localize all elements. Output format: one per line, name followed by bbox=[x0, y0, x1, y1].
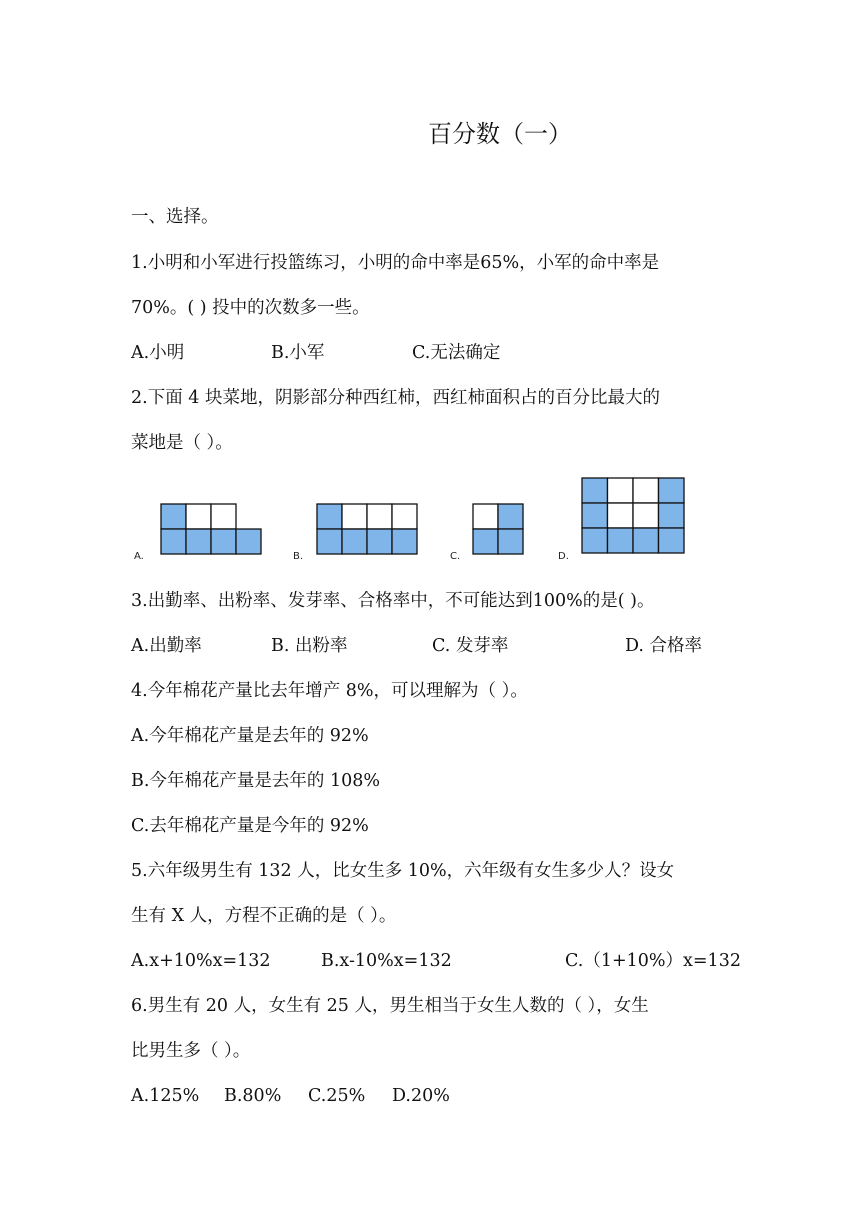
q6-text-line2: 比男生多（ ）。 bbox=[131, 1041, 251, 1061]
q2-text-line2: 菜地是（ ）。 bbox=[131, 433, 233, 453]
figure-a-label: A. bbox=[134, 551, 144, 562]
q5-text-line2: 生有 X 人，方程不正确的是（ ）。 bbox=[131, 906, 397, 926]
figure-b-grid bbox=[316, 503, 420, 557]
q3-option-a: A.出勤率 bbox=[131, 636, 202, 656]
q1-text-line2: 70%。( ) 投中的次数多一些。 bbox=[131, 298, 370, 318]
section-heading: 一、选择。 bbox=[131, 207, 219, 227]
q4-text-line1: 4.今年棉花产量比去年增产 8%，可以理解为（ ）。 bbox=[131, 681, 528, 701]
figure-c-grid bbox=[472, 503, 526, 557]
q1-option-c: C.无法确定 bbox=[412, 343, 501, 363]
figure-b-label: B. bbox=[293, 551, 304, 562]
q5-text-line1: 5.六年级男生有 132 人，比女生多 10%，六年级有女生多少人？设女 bbox=[131, 861, 675, 881]
q3-option-b: B. 出粉率 bbox=[271, 636, 348, 656]
q6-option-a: A.125% bbox=[131, 1086, 200, 1106]
figure-d-grid bbox=[581, 477, 687, 557]
q3-option-c: C. 发芽率 bbox=[432, 636, 509, 656]
q4-option-b: B.今年棉花产量是去年的 108% bbox=[131, 771, 381, 791]
q2-text-line1: 2.下面 4 块菜地，阴影部分种西红柿，西红柿面积占的百分比最大的 bbox=[131, 388, 660, 408]
q6-text-line1: 6.男生有 20 人，女生有 25 人，男生相当于女生人数的（ ），女生 bbox=[131, 996, 649, 1016]
page-title: 百分数（一） bbox=[428, 120, 572, 148]
q6-option-b: B.80% bbox=[224, 1086, 282, 1106]
figure-a-grid bbox=[160, 503, 264, 557]
q5-option-b: B.x-10%x=132 bbox=[321, 951, 452, 971]
q3-option-d: D. 合格率 bbox=[625, 636, 703, 656]
q4-option-c: C.去年棉花产量是今年的 92% bbox=[131, 816, 369, 836]
q6-option-c: C.25% bbox=[308, 1086, 366, 1106]
q5-option-c: C.（1+10%）x=132 bbox=[565, 951, 741, 971]
q1-option-a: A.小明 bbox=[131, 343, 185, 363]
q5-option-a: A.x+10%x=132 bbox=[131, 951, 271, 971]
q6-option-d: D.20% bbox=[392, 1086, 450, 1106]
figure-c-label: C. bbox=[450, 551, 461, 562]
q3-text-line1: 3.出勤率、出粉率、发芽率、合格率中，不可能达到100%的是( )。 bbox=[131, 591, 655, 611]
figure-d-label: D. bbox=[558, 551, 569, 562]
q1-option-b: B.小军 bbox=[271, 343, 325, 363]
q4-option-a: A.今年棉花产量是去年的 92% bbox=[131, 726, 369, 746]
q1-text-line1: 1.小明和小军进行投篮练习，小明的命中率是65%，小军的命中率是 bbox=[131, 253, 660, 273]
